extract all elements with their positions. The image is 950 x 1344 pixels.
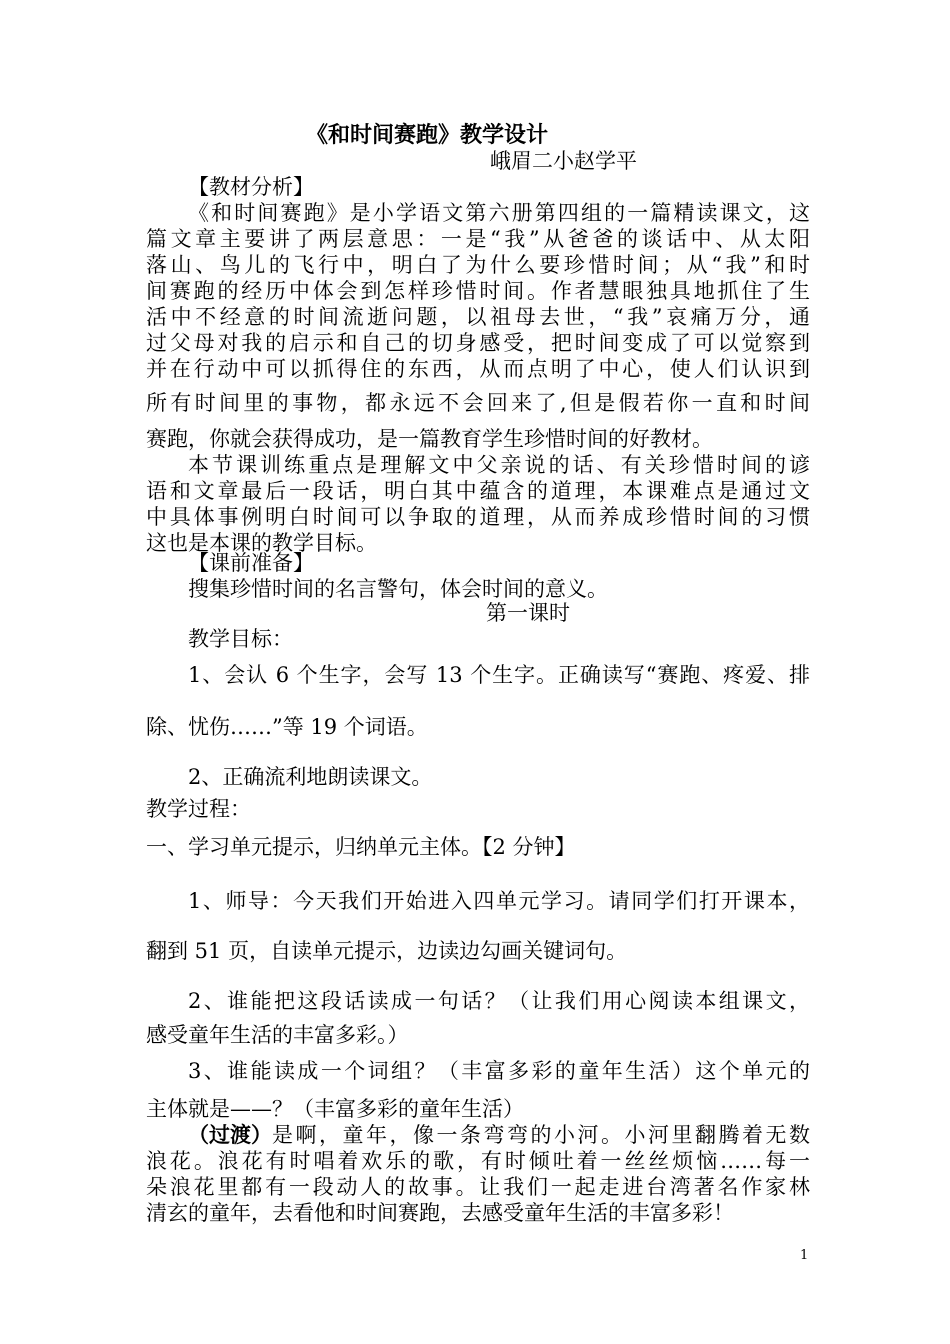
- author-line: 峨眉二小赵学平: [490, 149, 637, 173]
- paragraph-line: 浪花。浪花有时唱着欢乐的歌，有时倾吐着一丝丝烦恼……每一: [146, 1149, 810, 1173]
- paragraph-line: 除、忧伤……”等 19 个词语。: [146, 715, 428, 739]
- paragraph-line: 搜集珍惜时间的名言警句，体会时间的意义。: [188, 577, 608, 601]
- paragraph-line: 篇文章主要讲了两层意思：一是“我”从爸爸的谈话中、从太阳: [146, 227, 810, 251]
- section-heading-preparation: 【课前准备】: [188, 551, 314, 575]
- paragraph-line: 2、谁能把这段话读成一句话？（让我们用心阅读本组课文，: [188, 989, 810, 1013]
- document-title: 《和时间赛跑》教学设计: [306, 123, 549, 148]
- paragraph-line: 这也是本课的教学目标。: [146, 531, 377, 555]
- paragraph-line: 翻到 51 页，自读单元提示，边读边勾画关键词句。: [146, 939, 628, 963]
- paragraph-line: 朵浪花里都有一段动人的故事。让我们一起走进台湾著名作家林: [146, 1175, 810, 1199]
- paragraph-line: 主体就是——？（丰富多彩的童年生活）: [146, 1097, 524, 1121]
- paragraph-line: 是啊，童年，像一条弯弯的小河。小河里翻腾着无数: [272, 1123, 810, 1147]
- paragraph-line: 间赛跑的经历中体会到怎样珍惜时间。作者慧眼独具地抓住了生: [146, 279, 810, 303]
- paragraph-line: 活中不经意的时间流逝问题，以祖母去世，“我”哀痛万分，通: [146, 305, 810, 329]
- paragraph-line: 赛跑，你就会获得成功，是一篇教育学生珍惜时间的好教材。: [146, 427, 713, 451]
- paragraph-line: 一、学习单元提示，归纳单元主体。【2 分钟】: [146, 835, 576, 859]
- section-heading-material-analysis: 【教材分析】: [188, 175, 314, 199]
- paragraph-line: 语和文章最后一段话，明白其中蕴含的道理，本课难点是通过文: [146, 479, 810, 503]
- paragraph-line: 落山、鸟儿的飞行中，明白了为什么要珍惜时间；从“我”和时: [146, 253, 810, 277]
- page-number: 1: [800, 1248, 809, 1263]
- paragraph-line: 感受童年生活的丰富多彩。）: [146, 1023, 409, 1047]
- subheading-teaching-goals: 教学目标：: [188, 627, 293, 651]
- paragraph-line: 1、师导：今天我们开始进入四单元学习。请同学们打开课本，: [188, 889, 810, 913]
- lesson-heading: 第一课时: [486, 601, 570, 625]
- subheading-teaching-process: 教学过程：: [146, 797, 251, 821]
- paragraph-line: 本节课训练重点是理解文中父亲说的话、有关珍惜时间的谚: [188, 453, 810, 477]
- paragraph-line: 并在行动中可以抓得住的东西，从而点明了中心，使人们认识到: [146, 357, 810, 381]
- paragraph-line: 所有时间里的事物，都永远不会回来了,但是假若你一直和时间: [146, 391, 810, 415]
- paragraph-line: 1、会认 6 个生字，会写 13 个生字。正确读写“赛跑、疼爱、排: [188, 663, 810, 687]
- paragraph-line: 中具体事例明白时间可以争取的道理，从而养成珍惜时间的习惯: [146, 505, 810, 529]
- paragraph-line: 《和时间赛跑》是小学语文第六册第四组的一篇精读课文，这: [188, 201, 810, 225]
- paragraph-line: 3、谁能读成一个词组？（丰富多彩的童年生活）这个单元的: [188, 1059, 810, 1083]
- paragraph-line: 清玄的童年，去看他和时间赛跑，去感受童年生活的丰富多彩！: [146, 1201, 734, 1225]
- transition-label: （过渡）: [188, 1123, 272, 1147]
- paragraph-line: 过父母对我的启示和自己的切身感受，把时间变成了可以觉察到: [146, 331, 810, 355]
- paragraph-line: 2、正确流利地朗读课文。: [188, 765, 433, 789]
